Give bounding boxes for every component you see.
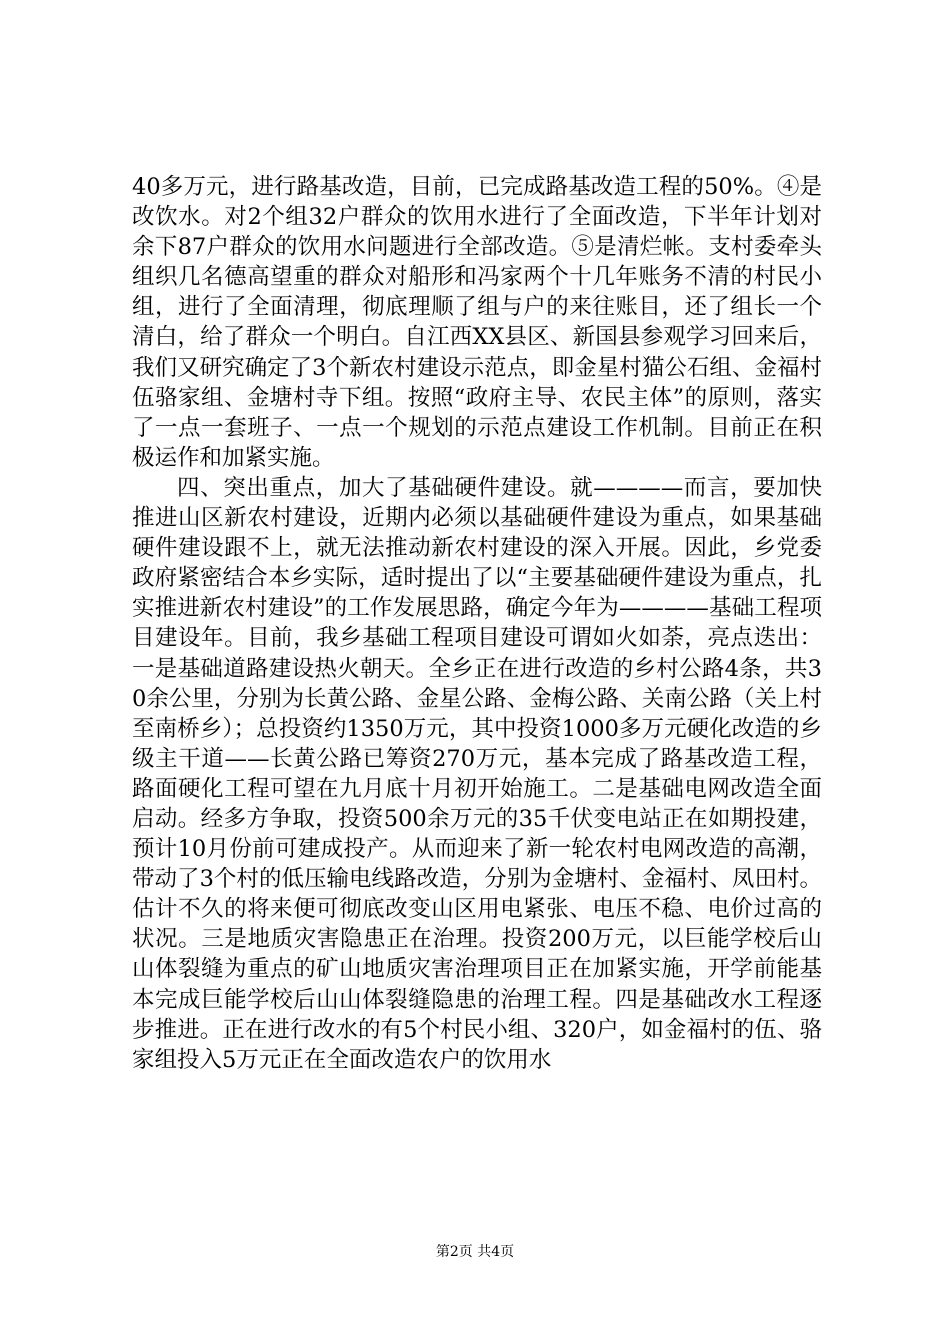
document-body — [132, 172, 822, 1075]
page-footer: 第2页 共4页 — [435, 1244, 515, 1260]
paragraph-section-four: 四、突出重点，加大了基础硬件建设。就————而言，要加快推进山区新农村建设，近期内必须以基础硬件建设为重点，如果基础硬件建设跟不上，就无法推动新农村建设的深入开展。因此，乡党委政府紧密结合本乡实际，适时提出了以“主要基础硬件建设为重点，扎实推进新农村建设”的工作发展思路，确定今年为————基础工程项目建设年。目前，我乡基础工程项目建设可谓如火如荼，亮点迭出：一是基础道路建设热火朝天。全乡正在进行改造的乡村公路4条，共30余公里，分别为长黄公路、金星公路、金梅公路、关南公路（关上村至南桥乡）；总投资约1350万元，其中投资1000多万元硬化改造的乡级主干道——长黄公路已筹资270万元，基本完成了路基改造工程，路面硬化工程可望在九月底十月初开始施工。二是基础电网改造全面启动。经多方争取，投资500余万元的35千伏变电站正在如期投建，预计10月份前可建成投产。从而迎来了新一轮农村电网改造的高潮，带动了3个村的低压输电线路改造，分别为金塘村、金福村、凤田村。估计不久的将来便可彻底改变山区用电紧张、电压不稳、电价过高的状况。三是地质灾害隐患正在治理。投资200万元，以巨能学校后山山体裂缝为重点的矿山地质灾害治理项目正在加紧实施，开学前能基本完成巨能学校后山山体裂缝隐患的治理工程。四是基础改水工程逐步推进。正在进行改水的有5个村民小组、320户，如金福村的伍、骆家组投入5万元正在全面改造农户的饮用水 — [132, 474, 822, 1073]
paragraph-continuation: 40多万元，进行路基改造，目前，已完成路基改造工程的50%。④是改饮水。对2个组32户群众的饮用水进行了全面改造，下半年计划对余下87户群众的饮用水问题进行全部改造。⑤是清烂帐。支村委牵头组织几名德高望重的群众对船形和冯家两个十几年账务不清的村民小组，进行了全面清理，彻底理顺了组与户的来往账目，还了组长一个清白，给了群众一个明白。自江西XX县区、新国县参观学习回来后，我们又研究确定了3个新农村建设示范点，即金星村猫公石组、金福村伍骆家组、金塘村寺下组。按照“政府主导、农民主体”的原则，落实了一点一套班子、一点一个规划的示范点建设工作机制。目前正在积极运作和加紧实施。 — [132, 174, 822, 471]
